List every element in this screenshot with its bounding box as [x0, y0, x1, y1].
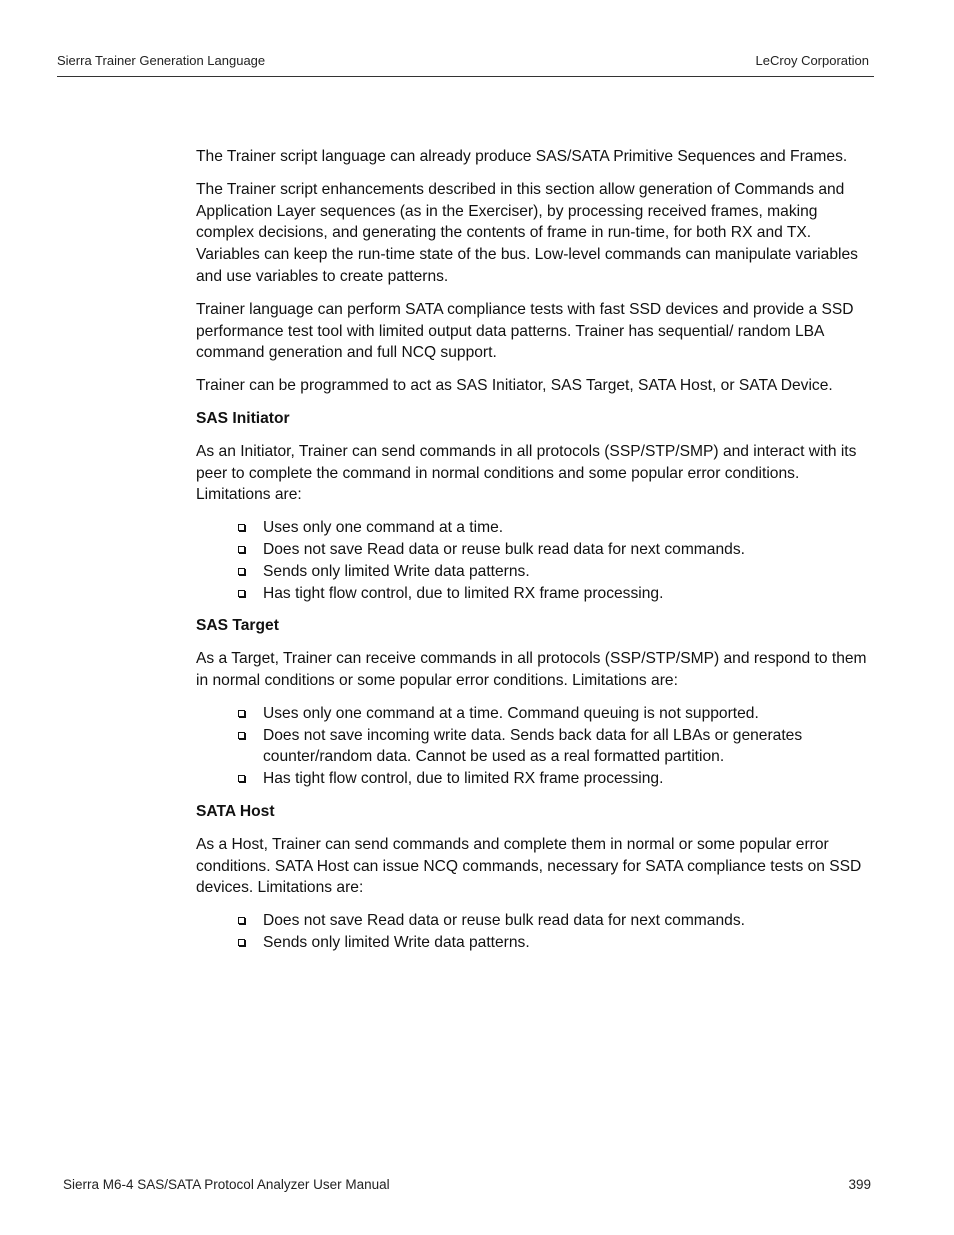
- list-item: [263, 768, 874, 790]
- list-item: [263, 703, 874, 725]
- bullet-list: [196, 517, 874, 604]
- page-content: [196, 146, 874, 965]
- list-item-text: Has tight flow control, due to limited RX frame processing.: [263, 584, 664, 602]
- checkbox-bullet-icon: [238, 732, 245, 739]
- section-heading-sas-initiator: SAS Initiator: [196, 409, 290, 427]
- list-item: [263, 561, 874, 583]
- page-header: [57, 52, 874, 77]
- section-text: As a Host, Trainer can send commands and complete them in normal or some popular error conditions. SATA Host can issue NCQ commands, necessary for SATA compliance tests on SSD devices. Limitations are:: [196, 835, 862, 897]
- list-item: [263, 539, 874, 561]
- section-heading-sas-target: SAS Target: [196, 617, 279, 635]
- list-item-text: Has tight flow control, due to limited RX frame processing.: [263, 770, 664, 788]
- list-item-text: Does not save Read data or reuse bulk read data for next commands.: [263, 540, 745, 558]
- bullet-list: [196, 703, 874, 790]
- list-item-text: Does not save incoming write data. Sends back data for all LBAs or generates counter/random data. Cannot be used as a real formatted partition.: [263, 726, 803, 766]
- list-item-text: Uses only one command at a time. Command queuing is not supported.: [263, 704, 759, 722]
- intro-paragraph: Trainer can be programmed to act as SAS Initiator, SAS Target, SATA Host, or SATA Device.: [196, 377, 833, 395]
- checkbox-bullet-icon: [238, 568, 245, 575]
- checkbox-bullet-icon: [238, 524, 245, 531]
- list-item-text: Does not save Read data or reuse bulk read data for next commands.: [263, 912, 745, 930]
- intro-paragraph: Trainer language can perform SATA compliance tests with fast SSD devices and provide a SSD performance test tool with limited output data patterns. Trainer has sequential/ random LBA command generation and full NCQ support.: [196, 300, 854, 362]
- list-item: [263, 725, 874, 769]
- bullet-list: [196, 910, 874, 954]
- list-item-text: Sends only limited Write data patterns.: [263, 933, 530, 951]
- list-item: [263, 517, 874, 539]
- header-title: Sierra Trainer Generation Language: [57, 53, 266, 68]
- checkbox-bullet-icon: [238, 590, 245, 597]
- list-item: [263, 932, 874, 954]
- checkbox-bullet-icon: [238, 939, 245, 946]
- list-item-text: Uses only one command at a time.: [263, 519, 504, 537]
- section-text: As a Target, Trainer can receive commands in all protocols (SSP/STP/SMP) and respond to them in normal conditions or some popular error conditions. Limitations are:: [196, 650, 867, 689]
- page-number: 399: [848, 1177, 871, 1192]
- section-text: As an Initiator, Trainer can send commands in all protocols (SSP/STP/SMP) and interact with its peer to complete the command in normal conditions and some popular error conditions. Limitations are:: [196, 442, 857, 504]
- intro-paragraph: The Trainer script enhancements described in this section allow generation of Commands and Application Layer sequences (as in the Exerciser), by processing received frames, making complex decisions, and generating the contents of frame in run-time, for both RX and TX. Variables can keep the run-time state of the bus. Low-level commands can manipulate variables and use variables to create patterns.: [196, 180, 858, 285]
- checkbox-bullet-icon: [238, 917, 245, 924]
- list-item-text: Sends only limited Write data patterns.: [263, 562, 530, 580]
- intro-paragraph: The Trainer script language can already produce SAS/SATA Primitive Sequences and Frames.: [196, 148, 848, 165]
- footer-title: Sierra M6-4 SAS/SATA Protocol Analyzer User Manual: [63, 1177, 390, 1192]
- list-item: [263, 583, 874, 605]
- header-company: LeCroy Corporation: [755, 53, 869, 68]
- checkbox-bullet-icon: [238, 710, 245, 717]
- checkbox-bullet-icon: [238, 775, 245, 782]
- section-heading-sata-host: SATA Host: [196, 802, 275, 820]
- list-item: [263, 910, 874, 932]
- checkbox-bullet-icon: [238, 546, 245, 553]
